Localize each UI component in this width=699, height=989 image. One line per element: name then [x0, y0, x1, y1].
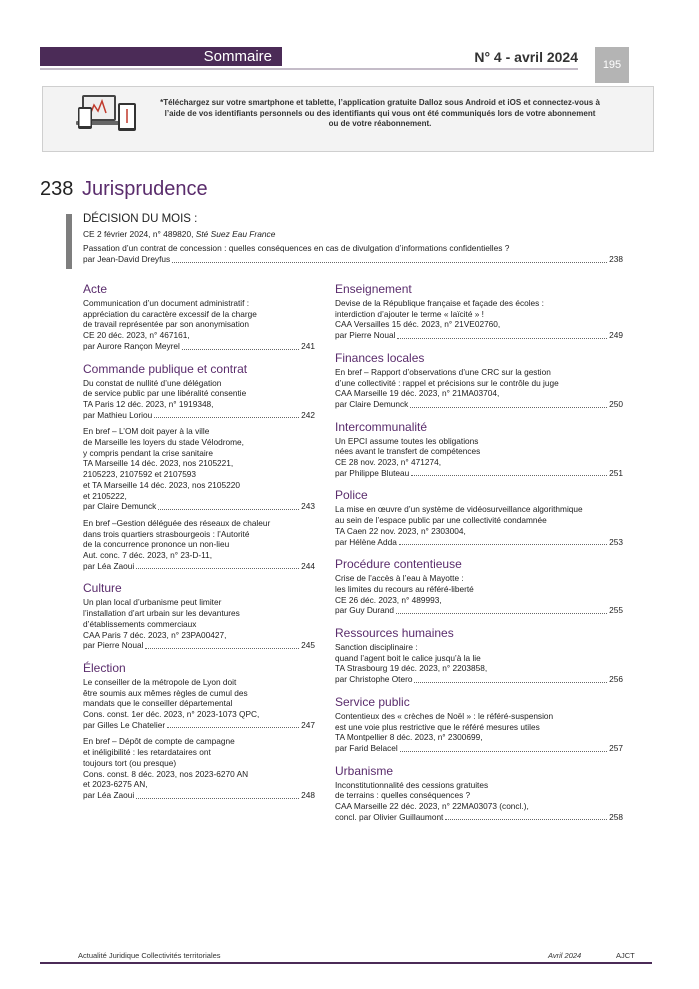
entry-author: par Léa Zaoui — [83, 789, 135, 800]
entry-text-line: CAA Marseille 19 déc. 2023, n° 21MA03704, — [335, 388, 500, 399]
entry-text-line: Communication d’un document administratif : — [83, 298, 250, 308]
entry-page: 250 — [609, 398, 623, 409]
entry-text-line: les limites du recours au référé-liberté — [335, 583, 474, 594]
decision-author-line[interactable] — [83, 254, 623, 265]
entry-page: 258 — [609, 811, 623, 822]
category-heading: Police — [335, 488, 368, 503]
leader-dots — [167, 726, 299, 728]
category-heading: Enseignement — [335, 282, 412, 296]
entry-text-line: TA Montpellier 8 déc. 2023, n° 2300699, — [335, 732, 483, 743]
entry-author: par Pierre Noual — [83, 640, 144, 651]
section-number: 238 — [40, 178, 74, 200]
entry-text-line: de terrains : quelles conséquences ? — [335, 790, 471, 801]
entry-text-line: toujours tort (ou presque) — [83, 757, 177, 768]
category-heading: Urbanisme — [335, 763, 394, 778]
entry-text-line: CE 28 nov. 2023, n° 471274, — [335, 457, 442, 467]
toc-entry-link[interactable] — [335, 812, 623, 823]
entry-text-line: Devise de la République française et façade des écoles : — [335, 298, 544, 308]
toc-entry-link[interactable] — [335, 330, 623, 341]
entry-text-line: En bref – Dépôt de compte de campagne — [83, 736, 235, 747]
leader-dots — [411, 474, 607, 476]
leader-dots — [145, 647, 299, 649]
category-heading: Acte — [83, 282, 108, 296]
leader-dots — [154, 416, 299, 418]
toc-entry-link[interactable] — [335, 674, 623, 685]
leader-dots — [400, 750, 607, 752]
entry-text-line: d’une collectivité : rappel et précisions sur le contrôle du juge — [335, 377, 559, 388]
entry-text-line: de service public par une libéralité consentie — [83, 388, 247, 399]
toc-entry-link[interactable] — [83, 790, 315, 801]
entry-author: par Farid Belacel — [335, 742, 398, 753]
entry-text-line: Cons. const. 1er déc. 2023, n° 2023-1073 QPC, — [83, 709, 260, 719]
entry-text-line: appréciation du caractère excessif de la charge — [83, 308, 257, 319]
toc-entry-link[interactable] — [335, 468, 623, 479]
entry-text-line: et 2105222, — [83, 490, 127, 501]
toc-entry-link[interactable] — [83, 341, 315, 352]
toc-entry-link[interactable] — [83, 720, 315, 731]
footer-date: Avril 2024 — [548, 951, 582, 960]
entry-text-line: 2105223, 2107592 et 2107593 — [83, 469, 197, 480]
entry-text-line: CAA Versailles 15 déc. 2023, n° 21VE02760, — [335, 319, 501, 330]
toc-entry-link[interactable] — [83, 410, 315, 421]
entry-text-line: être soumis aux mêmes règles de cumul des — [83, 687, 248, 698]
toc-entry-link[interactable] — [335, 399, 623, 410]
entry-page: 248 — [301, 789, 315, 800]
entry-page: 241 — [301, 340, 315, 351]
issue-label: N° 4 - avril 2024 — [474, 49, 578, 65]
footer-rule — [40, 962, 652, 964]
entry-text-line: est une voie plus restrictive que le référé mesures utiles — [335, 721, 540, 732]
entry-author: par Christophe Otero — [335, 674, 413, 685]
entry-text-line: mandats que le conseiller départemental — [83, 698, 233, 709]
entry-text-line: Crise de l’accès à l’eau à Mayotte : — [335, 573, 464, 584]
leader-dots — [414, 681, 607, 683]
entry-text-line: Un plan local d’urbanisme peut limiter — [83, 597, 222, 608]
decision-text: Passation d’un contrat de concession : quelles conséquences en cas de divulgation d’informations confidentielles ? — [83, 243, 510, 253]
toc-entry-link[interactable] — [83, 561, 315, 572]
entry-text-line: CE 26 déc. 2023, n° 489993, — [335, 594, 442, 605]
entry-page: 247 — [301, 719, 315, 730]
leader-dots — [172, 261, 607, 263]
category-heading: Intercommunalité — [335, 419, 428, 434]
category-heading: Finances locales — [335, 350, 425, 365]
category-heading: Élection — [83, 660, 126, 675]
decision-reference — [83, 229, 275, 240]
toc-entry-link[interactable] — [83, 501, 315, 512]
entry-text-line: Inconstitutionnalité des cessions gratuites — [335, 779, 489, 790]
leader-dots — [410, 406, 607, 408]
entry-text-line: CAA Marseille 22 déc. 2023, n° 22MA03073 (concl.), — [335, 801, 529, 811]
entry-text-line: En bref – Rapport d’observations d’une CRC sur la gestion — [335, 366, 551, 377]
header-rule — [40, 68, 578, 70]
entry-author: par Aurore Rançon Meyrel — [83, 340, 180, 351]
entry-text-line: TA Marseille 14 déc. 2023, nos 2105221, — [83, 458, 234, 469]
toc-entry-link[interactable] — [335, 743, 623, 754]
entry-page: 245 — [301, 640, 315, 651]
category-heading: Commande publique et contrat — [83, 361, 248, 376]
leader-dots — [182, 348, 299, 350]
entry-author: par Mathieu Loriou — [83, 409, 153, 420]
entry-text-line: Contentieux des « crèches de Noël » : le référé-suspension — [335, 710, 554, 721]
entry-text-line: TA Caen 22 nov. 2023, n° 2303004, — [335, 525, 466, 536]
entry-text-line: d’établissements commerciaux — [83, 618, 197, 629]
entry-text-line: La mise en œuvre d’un système de vidéosurveillance algorithmique — [335, 504, 583, 515]
entry-text-line: Le conseiller de la métropole de Lyon doit — [83, 676, 237, 687]
toc-entry-link[interactable] — [83, 640, 315, 651]
promo-text: *Téléchargez sur votre smartphone et tablette, l’application gratuite Dalloz sous Android et iOS et connectez-vous à l’aide de vos identifiants personnels ou des identifiants qui vous ont été communiqués lors de votre abonnement ou de votre réabonnement. — [160, 98, 600, 128]
decision-accent-bar — [66, 214, 72, 269]
entry-text-line: CE 20 déc. 2023, n° 467161, — [83, 330, 190, 341]
entry-text-line: Du constat de nullité d’une délégation — [83, 377, 222, 388]
entry-text-line: y compris pendant la crise sanitaire — [83, 447, 214, 458]
category-heading: Service public — [335, 694, 410, 709]
entry-author: par Pierre Noual — [335, 330, 396, 341]
entry-text-line: En bref –Gestion déléguée des réseaux de chaleur — [83, 517, 271, 528]
entry-text-line: et inéligibilité : les retardataires ont — [83, 747, 211, 758]
entry-page: 242 — [301, 409, 315, 420]
entry-page: 253 — [609, 536, 623, 547]
entry-text-line: de la concurrence prononce un non-lieu — [83, 539, 230, 550]
entry-author: par Philippe Bluteau — [335, 467, 410, 478]
page-number: 195 — [595, 47, 629, 83]
entry-text-line: de Marseille les loyers du stade Vélodrome, — [83, 437, 244, 447]
footer-journal-abbr: AJCT — [616, 951, 635, 960]
entry-author: par Guy Durand — [335, 605, 395, 616]
entry-text-line: au sein de l’espace public par une collectivité condamnée — [335, 515, 547, 526]
entry-author: par Claire Demunck — [335, 398, 409, 409]
entry-text-line: CAA Paris 7 déc. 2023, n° 23PA00427, — [83, 629, 227, 640]
entry-author: par Claire Demunck — [83, 501, 157, 512]
category-heading: Ressources humaines — [335, 626, 454, 640]
entry-text-line: TA Paris 12 déc. 2023, n° 1919348, — [83, 398, 214, 409]
entry-text-line: Aut. conc. 7 déc. 2023, n° 23-D-11, — [83, 550, 213, 560]
entry-text-line: l’installation d’art urbain sur les devantures — [83, 608, 240, 619]
category-heading: Procédure contentieuse — [335, 557, 462, 572]
section-title: Jurisprudence — [82, 178, 208, 200]
entry-text-line: nées avant le transfert de compétences — [335, 446, 481, 457]
entry-author: par Gilles Le Chatelier — [83, 719, 166, 730]
entry-author: par Léa Zaoui — [83, 560, 135, 571]
entry-author: concl. par Olivier Guillaumont — [335, 811, 444, 822]
entry-text-line: dans trois quartiers strasbourgeois : l’Autorité — [83, 528, 250, 539]
entry-text-line: et TA Marseille 14 déc. 2023, nos 2105220 — [83, 479, 240, 490]
entry-text-line: interdiction d’ajouter le terme « laïcité » ! — [335, 308, 484, 319]
entry-page: 256 — [609, 674, 623, 685]
leader-dots — [445, 818, 607, 820]
entry-text-line: Cons. const. 8 déc. 2023, nos 2023-6270 AN — [83, 768, 249, 779]
leader-dots — [397, 337, 607, 339]
leader-dots — [158, 508, 299, 510]
entry-text-line: Un EPCI assume toutes les obligations — [335, 435, 479, 446]
leader-dots — [396, 612, 607, 614]
decision-ref-party: Sté Suez Eau France — [195, 229, 276, 239]
entry-page: 255 — [609, 605, 623, 616]
leader-dots — [399, 543, 607, 545]
decision-author: par Jean-David Dreyfus — [83, 254, 171, 264]
entry-page: 249 — [609, 330, 623, 341]
entry-text-line: TA Strasbourg 19 déc. 2023, n° 2203858, — [335, 663, 488, 674]
entry-text-line: En bref – L’OM doit payer à la ville — [83, 426, 210, 437]
entry-text-line: et 2023-6275 AN, — [83, 779, 148, 790]
footer-journal: Actualité Juridique Collectivités territoriales — [78, 951, 221, 960]
entry-text-line: de travail représentée par son anonymisation — [83, 319, 250, 330]
entry-text-line: Sanction disciplinaire : — [335, 642, 418, 652]
entry-page: 257 — [609, 742, 623, 753]
leader-dots — [136, 797, 299, 799]
decision-ref-number: CE 2 février 2024, n° 489820, — [83, 229, 194, 239]
entry-author: par Hélène Adda — [335, 536, 397, 547]
toc-entry-link[interactable] — [335, 537, 623, 548]
devices-icon — [72, 93, 142, 142]
decision-label: DÉCISION DU MOIS : — [83, 213, 198, 225]
entry-page: 244 — [301, 560, 315, 571]
entry-page: 243 — [301, 501, 315, 512]
leader-dots — [136, 567, 299, 569]
toc-entry-link[interactable] — [335, 605, 623, 616]
entry-text-line: quand l’agent boit le calice jusqu’à la lie — [335, 652, 481, 663]
decision-page: 238 — [609, 254, 623, 264]
entry-page: 251 — [609, 467, 623, 478]
page-title: Sommaire — [203, 48, 272, 65]
category-heading: Culture — [83, 581, 122, 596]
